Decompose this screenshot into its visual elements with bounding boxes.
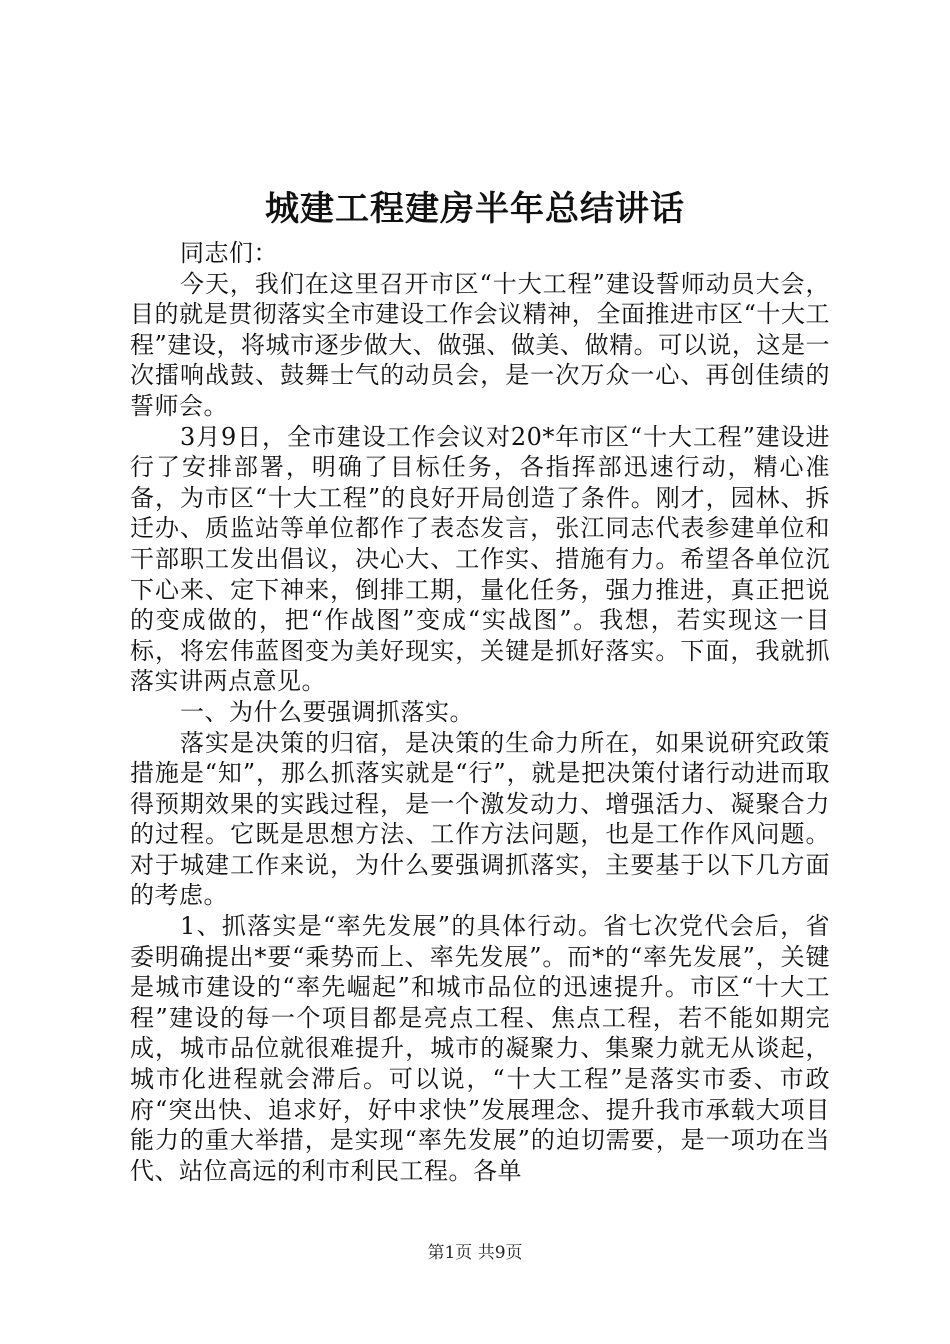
page-number-footer: 第1页 共9页 bbox=[427, 1243, 523, 1263]
paragraph: 落实是决策的归宿，是决策的生命力所在，如果说研究政策措施是“知”，那么抓落实就是“行”，就是把决策付诸行动进而取得预期效果的实践过程，是一个激发动力、增强活力、凝聚合力的过程。它既是思想方法、工作方法问题，也是工作作风问题。对于城建工作来说，为什么要强调抓落实，主要基于以下几方面的考虑。 bbox=[130, 728, 830, 910]
salutation: 同志们： bbox=[180, 239, 278, 267]
document-body bbox=[130, 238, 830, 1186]
paragraph: 今天，我们在这里召开市区“十大工程”建设誓师动员大会，目的就是贯彻落实全市建设工作会议精神，全面推进市区“十大工程”建设，将城市逐步做大、做强、做美、做精。可以说，这是一次擂响战鼓、鼓舞士气的动员会，是一次万众一心、再创佳绩的誓师会。 bbox=[130, 269, 830, 420]
paragraph: 1、抓落实是“率先发展”的具体行动。省七次党代会后，省委明确提出*要“乘势而上、率先发展”。而*的“率先发展”，关键是城市建设的“率先崛起”和城市品位的迅速提升。市区“十大工程”建设的每一个项目都是亮点工程、焦点工程，若不能如期完成，城市品位就很难提升，城市的凝聚力、集聚力就无从谈起，城市化进程就会滞后。可以说，“十大工程”是落实市委、市政府“突出快、追求好，好中求快”发展理念、提升我市承载大项目能力的重大举措，是实现“率先发展”的迫切需要，是一项功在当代、站位高远的利市利民工程。各单 bbox=[130, 912, 830, 1185]
section-heading: 一、为什么要强调抓落实。 bbox=[180, 697, 474, 726]
paragraph: 3月9日，全市建设工作会议对20*年市区“十大工程”建设进行了安排部署，明确了目标任务，各指挥部迅速行动，精心准备，为市区“十大工程”的良好开局创造了条件。刚才，园林、拆迁办、质监站等单位都作了表态发言，张江同志代表参建单位和干部职工发出倡议，决心大、工作实、措施有力。希望各单位沉下心来、定下神来，倒排工期，量化任务，强力推进，真正把说的变成做的，把“作战图”变成“实战图”。我想，若实现这一目标，将宏伟蓝图变为美好现实，关键是抓好落实。下面，我就抓落实讲两点意见。 bbox=[130, 422, 830, 696]
document-title: 城建工程建房半年总结讲话 bbox=[265, 189, 685, 229]
